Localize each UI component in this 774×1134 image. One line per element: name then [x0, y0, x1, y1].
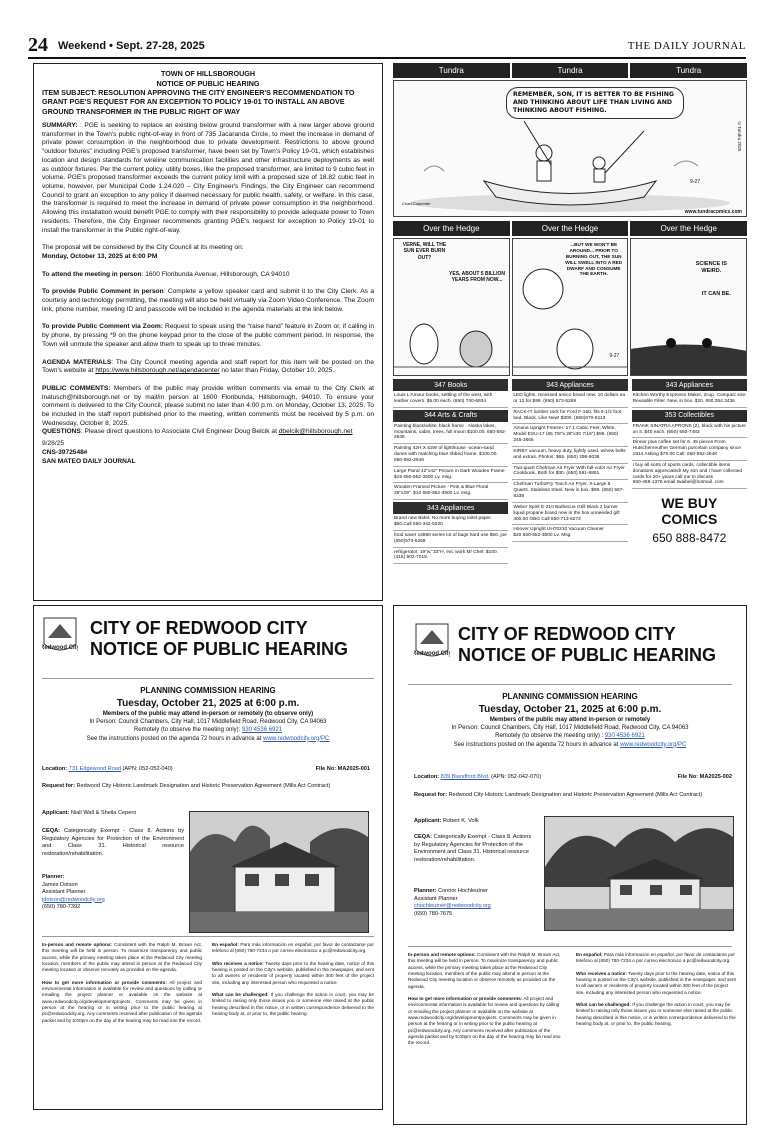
hedge-panel-3: [630, 238, 747, 376]
challenge: What can be challenged: If you challenge the action in court, you may be limited to raising only those issues you or someone else raised at the public hearing described in this notice, or in written correspondence delivered to the hearing body at, or prior to, the public hearing.: [576, 1002, 736, 1027]
hillsborough-notice: [33, 63, 383, 601]
ceqa: CEQA: Categorically Exempt - Class 8. Actions by Regulatory Agencies for Protection of the Environment and Class 31. Historical resource restoration/rehabilitation.: [414, 834, 532, 863]
how-to: How to get more information or provide comments: All project and environmental information is available for review and questions by calling or emailing the project planner or available on the website at www.redwoodcity.org/developmentprojects. Comments may be given in person at the hearing or in writing prior to the public hearing at pc@redwoodcity.org. Any comments received after publication of the agenda packet and by 5:00pm on the day of the hearing may be read into the record.: [42, 979, 202, 1023]
classified-ad: Brand new Bidet. No more buying toilet paper. $50.Call 650-342-5220: [393, 514, 508, 531]
notice-comment-person: To provide Public Comment in person: Complete a yellow speaker card and submit it to the City Clerk. As a courtesy and technology permitting, the meeting will also be held virtually via Zoom Video Conference. The Zoom link, phone number, meeting ID and passcode will be included in the agenda materials at the link below.: [42, 288, 375, 313]
redwood-logo: [42, 616, 78, 656]
classified-ad: Dinner plus coffee set for 6. 45 pieces From Hutschenreuther German porcelain company since 1814 Asking $75.00 Call: 650-592-2648: [632, 438, 747, 461]
animals-icon: [394, 239, 510, 375]
appliances-header: 343 Appliances: [632, 379, 747, 391]
comics-ad-line1: WE BUY: [661, 495, 718, 512]
collectibles-header: 353 Collectibles: [632, 410, 747, 422]
hedge-label-3: Over the Hedge: [630, 221, 747, 236]
remote-options: In-person and remote options: Consistent with the Ralph M. Brown Act, this meeting will be held in person. To maximize transparency and public access, while the primary meeting takes place at the Redwood City meeting location, members of the public may attend in person at the Redwood City meeting location or observe remotely as provided on the agenda.: [42, 942, 202, 973]
tundra-signature: Chad Carpenter: [402, 201, 431, 206]
classified-ad: Wooden Framed Picture - Pink & Blue Floral 35"x29". $10 650-952-3500 Lv. msg.: [393, 483, 508, 500]
zoom-id-link[interactable]: 930 4536 6921: [604, 733, 645, 740]
hedge-panel-2: [512, 238, 629, 376]
info-right: [576, 952, 736, 1027]
hearing-info: PLANNING COMMISSION HEARING Tuesday, October 21, 2025 at 6:00 p.m. Members of the public may attend in-person or remotely In Person: Council Chambers, City Hall, 1017 Middlefield Road, Redwood City, CA 94063 Remotely (to observe the meeting only) : 930 4536 6921 See instructions posted on the agenda 72 hours in advance at www.redwoodcity.org/PC: [451, 692, 689, 748]
redwood-notice-right: [393, 605, 747, 1125]
challenge: What can be challenged: If you challenge the action in court, you may be limited to raising only those issues you or someone else raised at the public hearing described in this notice, or in written correspondence delivered to the hearing body at, or prior to, the public hearing.: [212, 992, 374, 1017]
ceqa: CEQA: Categorically Exempt - Class 8. Actions by Regulatory Agencies for Protection of the Environment and Class 31. Historical resource restoration/rehabilitation.: [42, 828, 184, 857]
info-right: [212, 942, 374, 1017]
file-number: File No: MA2025-002: [677, 774, 732, 780]
divider: [42, 936, 374, 937]
hedge-date: 9-27: [609, 353, 620, 359]
classified-ad: Large Floral 42"x42" Picture in Dark Wooden Frame $15 650-952-3500 Lv. msg.: [393, 467, 508, 484]
classified-ad: Amana Upright Freezer. 17.1 Cubic Feet, White, Model ESU-17 (65 7/8"x 28"x30 7/16") $99. (650) 245-3665: [512, 424, 627, 447]
applicant: Applicant: Niall Wall & Sheila Cepero: [42, 810, 137, 816]
applicant: Applicant: Robert K. Volk: [414, 818, 479, 824]
who-receives: Who receives a notice: Twenty days prior to the hearing date, notice of this hearing is posted on the City's website, published in the newspaper, and sent to all owners or residents of property located within 300 feet of the project site, including any interested person who requested a notice.: [576, 970, 736, 995]
tundra-url: www.tundracomics.com: [684, 209, 742, 215]
classified-ad: Weber Spirit E-210 Barbecue Grill Black 2 burner liquid propane brand new in the box unneeded gift 400.00 OBO Call 650-713-6272: [512, 503, 627, 526]
house-icon: [190, 812, 368, 932]
location: Location: 731 Edgewood Road (APN: 052-052-040): [42, 766, 173, 772]
location: Location: 839 Blandford Blvd. (APN: 052-042-070): [414, 774, 542, 780]
books-header: 347 Books: [393, 379, 508, 391]
classified-ad: Painting black/white, black frame . Alaska lakes, mountains, cabin, trees, full moon $100.00. 650-592-2648: [393, 422, 508, 445]
notice-date: 9/28/25: [42, 440, 64, 448]
notice-summary: SUMMARY: : PGE is seeking to replace an existing below ground transformer with a new larger above ground transformer in the Town's public right-of-way in front of 735 Jacaranda Circle, to meet the increase in demand of private power consumption in the neighborhood due to private development. Restrictions to above ground “outdoor fixtures” including PGE's proposed transformer, have been set by Town's Policy 19-01, which establishes location and design standards for wireline communication facilities and other infrastructure deployments as well as outdoor fixtures. Per the current policy, utility boxes, like the proposed transformer, are limited to 9 cubic feet in volume. PGE's proposed transformer exceeds the current policy limit with a proposed size of 18.82 cubic feet in volume, however, per Municipal Code 1.24.020 – City Engineer's Findings, the City Engineer can recommend Council to grant an exception to any policy if deemed necessary for public health, safety, or welfare. In this case, the transformer is required to meet the increase in demand of private power consumption in the neighborhood. Allowing this installation would benefit PGE to comply with their responsibility to provide adequate power to Town residents. Therefore, the City Engineer recommends granting PGE's request for exception to Policy 19-01 to install the transformer in the Public right-of-way.: [42, 122, 374, 234]
notice-attend: To attend the meeting in person: 1600 Floribunda Avenue, Hillsborough, CA 94010: [42, 270, 290, 278]
info-left: [42, 942, 202, 1024]
classified-ad: Kitchen Worthy Expresso Maker, 2cup. Compact size Reusable Filter. New, in box. $20. 650.364.3436: [632, 391, 747, 408]
logo-text: Redwood City: [414, 651, 450, 657]
redwood-notice-left: [33, 605, 383, 1110]
comics-ad-line2: COMICS: [661, 511, 718, 528]
fishing-boat-icon: [394, 81, 746, 216]
arts-header: 344 Arts & Crafts: [393, 410, 508, 422]
classified-ad: Painting 42H X 53W of lighthouse -ocean-sand dunes with matching blue ribbed frame. $100.00. 650-592-2648: [393, 444, 508, 467]
house-photo: [544, 816, 734, 931]
planner: Planner: James Dotson Assistant Planner jdotson@redwoodcity.org (650) 780-7392: [42, 874, 105, 911]
silhouettes-icon: [631, 239, 747, 375]
info-left: [408, 952, 563, 1047]
comics-ad-phone: 650 888-8472: [652, 531, 727, 546]
redwood-logo-icon: [414, 622, 450, 662]
title-rule: [42, 678, 374, 679]
hedge-label-1: Over the Hedge: [393, 221, 510, 236]
comics-ad: [632, 495, 747, 545]
espanol: En español: Para más información en español, por favor de contactarse por telefono al (650) 780-7234 o por correo electronico a pc@redwoodcity.org.: [576, 952, 735, 964]
classified-ad: I buy all sorts of sports cards, collectible items donations appreciated! My son and I have collected cards for 20+ years call me to discuss 650-458-1376 email twaibel@hotmail. com: [632, 461, 747, 489]
house-photo: [189, 811, 369, 933]
classified-ad: FRANK SINATRA APRONS (2), black with his picture on it. $40 each. (650) 592-7483: [632, 422, 747, 439]
classifieds: [393, 379, 747, 599]
classified-ad: Two-quart Chefman Air Fryer With full-color Air Fryer Cookbook. Both for $30. (650) 591-8851: [512, 464, 627, 481]
house-icon: [545, 817, 733, 930]
hearing-info: PLANNING COMMISSION HEARING Tuesday, October 21, 2025 at 6:00 p.m. Members of the public may attend in-person or remotely (to observe only) In Person: Council Chambers, City Hall, 1017 Middlefield Road, Redwood City, CA 94063 Remotely (to observe the meeting only): 930 4536 6921 See the instructions posted on the agenda 72 hours in advance at www.redwoodcity.org/PC: [86, 686, 330, 742]
logo-text: Redwood City: [42, 645, 78, 651]
divider: [408, 946, 732, 947]
classified-ad: Louis L'Amour books, settling of the west, with leather covers. $5.00 each. (650) 740-6934: [393, 391, 508, 408]
remote-options: In-person and remote options: Consistent with the Ralph M. Brown Act, this meeting will be held in person. To maximize transparency and public access, while the primary meeting takes place at the Redwood City meeting location, members of the public may attend in person at the Redwood City meeting location or observe remotely as provided on the agenda.: [408, 952, 561, 989]
redwood-logo: [414, 622, 450, 662]
notice-town: TOWN OF HILLSBOROUGH: [160, 69, 256, 78]
hedge-label-2: Over the Hedge: [512, 221, 629, 236]
tundra-copyright: ©Tundra 2025: [737, 121, 742, 152]
espanol: En español: Para más información en español, por favor de contactarse por telefono al (650) 780-7234 o por correo electronico a pc@redwoodcity.org.: [212, 942, 374, 954]
notice-subject: ITEM SUBJECT: RESOLUTION APPROVING THE CITY ENGINEER'S RECOMMENDATION TO GRANT PGE'S REQUEST FOR AN EXCEPTION TO POLICY 19-01 TO INSTALL AN ABOVE GROUND TRANSFORMER IN THE PUBLIC RIGHT OF WAY: [42, 88, 355, 116]
classified-ad: refrigerator, 19"w,"33"H, exc work M/ Chef. $100. (415) 902-7015.: [393, 548, 508, 565]
file-number: File No: MA2025-001: [315, 766, 370, 772]
tundra-date: 9-27: [690, 179, 701, 185]
classifieds-col-1: [393, 379, 508, 599]
location-link[interactable]: 731 Edgewood Road: [68, 766, 121, 772]
hedge-bubble-5: IT CAN BE.: [701, 291, 731, 297]
paper-name: THE DAILY JOURNAL: [627, 40, 746, 52]
hedge-panel-1: [393, 238, 510, 376]
planner-email[interactable]: jdotson@redwoodcity.org: [42, 896, 105, 903]
agenda-link[interactable]: www.redwoodcity.org/PC: [263, 735, 330, 742]
location-link[interactable]: 839 Blandford Blvd.: [440, 774, 490, 780]
request: Request for: Redwood City Historic Landmark Designation and Historic Preservation Agreement (Mills Act Contract): [414, 792, 703, 798]
classifieds-col-3: [632, 379, 747, 599]
notice-title: CITY OF REDWOOD CITY NOTICE OF PUBLIC HEARING: [458, 624, 717, 665]
redwood-logo-icon: [42, 616, 78, 656]
notice-considered: The proposal will be considered by the City Council at its meeting on: Monday, October 13, 2025 at 6:00 PM: [42, 244, 244, 260]
speech-bubble: REMEMBER, SON, IT IS BETTER TO BE FISHING AND THINKING ABOUT LIFE THAN LIVING AND THINKING ABOUT FISHING.: [506, 87, 684, 119]
notice-journal: SAN MATEO DAILY JOURNAL: [42, 457, 136, 465]
classified-ad: RACK-IT lumber rack for Ford F-150, fits 6-1/2 foot bed. Black. Like New! $300. (650)670-8113: [512, 408, 627, 425]
classifieds-col-2: [512, 379, 627, 599]
notice-agenda: AGENDA MATERIALS: The City Council meeting agenda and staff report for this item will be posted on the Town's website at https://www.hillsborough.net/agendacenter no later than Friday, October 10, 2025.: [42, 358, 374, 375]
hedge-bubble-2: YES, ABOUT 5 BILLION YEARS FROM NOW...: [449, 271, 505, 284]
notice-heading: NOTICE OF PUBLIC HEARING: [156, 78, 260, 88]
agenda-link[interactable]: www.redwoodcity.org/PC: [620, 741, 687, 748]
classified-ad: LED lights, recessed amico brand new. 10 dollars ea or 12 for $99. (650) 573-5269: [512, 391, 627, 408]
how-to: How to get more information or provide comments: All project and environmental information is available for review and questions by calling or emailing the project planner or available on the website at www.redwoodcity.org/developmentprojects. Comments may be given in person at the hearing or in writing prior to the public hearing at pc@redwoodcity.org. Any comments received after publication of the agenda packet and by 5:00pm on the day of the hearing may be read into the record.: [408, 996, 561, 1046]
appliances-header: 343 Appliances: [393, 502, 508, 514]
notice-comment-zoom: To provide Public Comment via Zoom: Request to speak using the “raise hand” feature in Zoom or, if calling in by phone, by pressing *9 on the phone keypad prior to the close of the public comment period. In response, the Town will unmute the speaker and allow them to speak up to three minutes.: [42, 323, 374, 348]
header-rule: [28, 57, 746, 59]
hedge-bubble-1: VERNE, WILL THE SUN EVER BURN OUT?: [402, 242, 447, 261]
zoom-id-link[interactable]: 930 4536 6921: [242, 727, 283, 734]
title-rule: [408, 684, 732, 685]
notice-title: CITY OF REDWOOD CITY NOTICE OF PUBLIC HEARING: [90, 618, 349, 659]
issue-date: Weekend • Sept. 27-28, 2025: [58, 40, 205, 52]
who-receives: Who receives a notice: Twenty days prior to the hearing date, notice of this hearing is posted on the City's website, published in the newspaper, and sent to all owners or residents of property located within 300 feet of the project site, including any interested person who requested a notice.: [212, 960, 374, 985]
tundra-label-2: Tundra: [512, 63, 629, 78]
hedge-header: [393, 221, 747, 236]
classified-ad: Hoover Upright UH70210 Vacuum Cleaner $20 650-952-3500 Lv. Msg.: [512, 525, 627, 542]
page-number: 24: [28, 34, 48, 56]
agenda-link[interactable]: https://www.hillsborough.net/agendacenter: [95, 367, 220, 375]
notice-cns: CNS-3972548#: [42, 448, 88, 456]
hedge-comic: [393, 238, 747, 376]
tundra-label-1: Tundra: [393, 63, 510, 78]
planner-email[interactable]: chochleutner@redwoodcity.org: [414, 903, 491, 910]
classified-ad: food saver v3880 series lot of bags hard use $50. joe (650)573-5269: [393, 531, 508, 548]
hedge-bubble-4: SCIENCE IS WEIRD.: [695, 261, 727, 274]
request: Request for: Redwood City Historic Landmark Designation and Historic Preservation Agreement (Mills Act Contract): [42, 783, 331, 789]
classified-ad: KIRBY vacuum, heavy duty, lightly used, w/new belts and extras. Photos. $65. (650) 298-9036: [512, 447, 627, 464]
appliances-header: 343 Appliances: [512, 379, 627, 391]
classified-ad: Chefman TurboFry Touch Air Fryer, X-Large 8 Quarts. Stainless Steel. New in box. $69. (650) 587-8339: [512, 480, 627, 503]
questions-email[interactable]: dbelcik@hillsborough.net: [278, 428, 353, 436]
tundra-label-3: Tundra: [630, 63, 747, 78]
notice-public: PUBLIC COMMENTS: Members of the public may provide written comments via email to the City Clerk at lnatusch@hillsborough.net or by mail/in person at 1600 Floribunda, Hillsborough, 94010. To ensure your comment is delivered to the City Council, please submit no later than 4:00 p.m. on Monday, October 13, 2025. To be included in the staff report published prior to the meeting, written comments must be received by 5 p.m. on Wednesday, October 8, 2025. QUESTIONS: Please direct questions to Associate Civil Engineer Doug Belcik at dbelcik@hillsborough.net: [42, 384, 374, 436]
tundra-header: [393, 63, 747, 78]
tundra-comic: [393, 80, 747, 217]
planner: Planner: Connor Hochleutner Assistant Planner chochleutner@redwoodcity.org (650) 780-7675: [414, 888, 491, 917]
hedge-bubble-3: ...BUT WE WON'T BE AROUND... PRIOR TO BURNING OUT, THE SUN WILL SWELL INTO A RED DWARF AND CONSUME THE EARTH.: [565, 242, 623, 277]
